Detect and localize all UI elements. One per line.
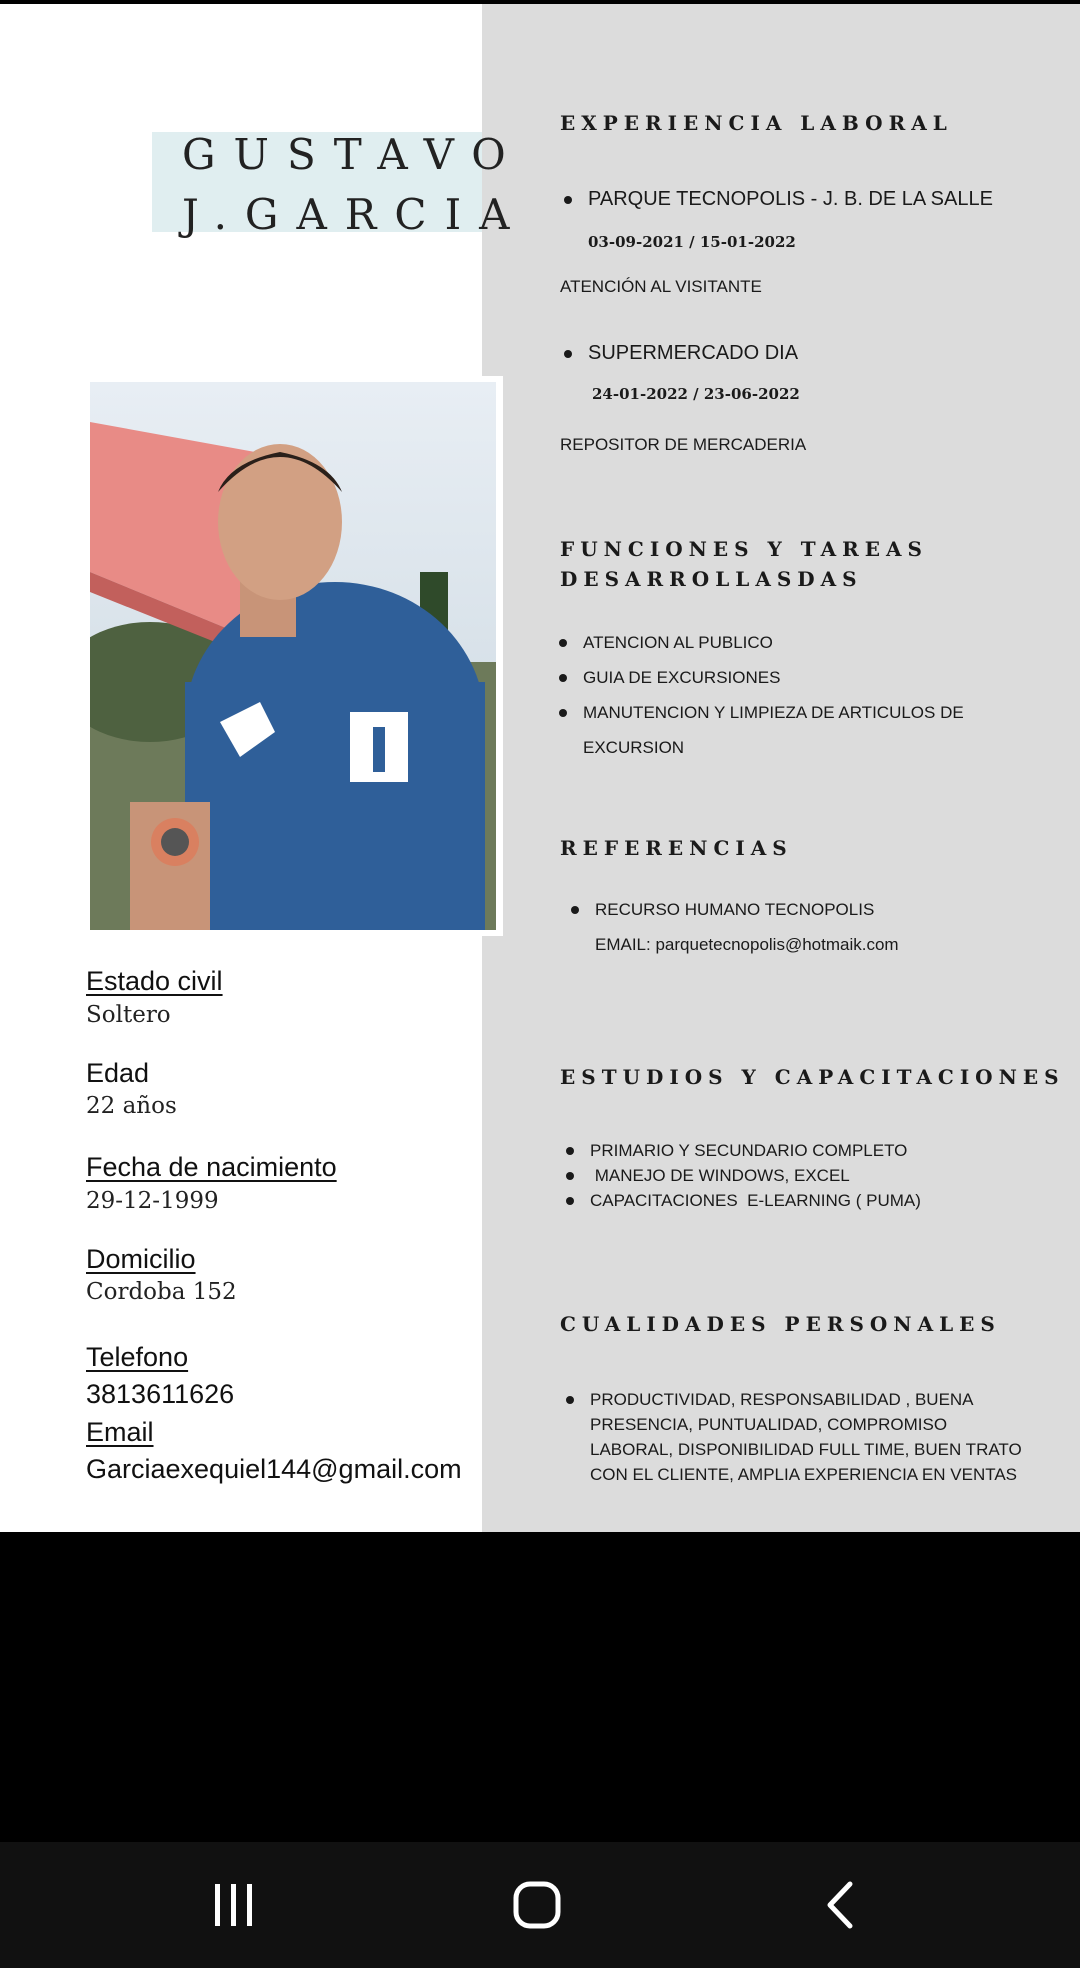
estudios-item-1: PRIMARIO Y SECUNDARIO COMPLETO [590, 1141, 908, 1160]
email-value: Garciaexequiel144@gmail.com [86, 1454, 462, 1484]
cualidades-line-1: PRODUCTIVIDAD, RESPONSABILIDAD , BUENA [590, 1390, 974, 1409]
job-2-role: REPOSITOR DE MERCADERIA [560, 435, 807, 454]
estudios-item-3: CAPACITACIONES E-LEARNING ( PUMA) [590, 1191, 921, 1210]
cualidades-line-4: CON EL CLIENTE, AMPLIA EXPERIENCIA EN VENTAS [590, 1465, 1018, 1484]
estudios-item-2: MANEJO DE WINDOWS, EXCEL [590, 1166, 850, 1185]
job-1-role: ATENCIÓN AL VISITANTE [560, 277, 762, 296]
referencias-heading: REFERENCIAS [560, 836, 793, 860]
funciones-item-3-cont: EXCURSION [583, 738, 685, 757]
job-2-dates: 24-01-2022 / 23-06-2022 [592, 385, 800, 403]
telefono-value: 3813611626 [86, 1379, 235, 1409]
resume-document [0, 4, 1080, 1532]
nacimiento-value: 29-12-1999 [86, 1188, 219, 1214]
funciones-item-1: ATENCION AL PUBLICO [583, 633, 773, 652]
estado-civil-value: Soltero [86, 1002, 171, 1028]
funciones-item-2: GUIA DE EXCURSIONES [583, 668, 781, 687]
referencia-email: EMAIL: parquetecnopolis@hotmaik.com [595, 935, 899, 954]
cualidades-line-2: PRESENCIA, PUNTUALIDAD, COMPROMISO [590, 1415, 948, 1434]
funciones-heading-line1: FUNCIONES Y TAREAS [560, 537, 928, 561]
back-button[interactable] [780, 1842, 900, 1968]
funciones-heading-line2: DESARROLLASDAS [560, 567, 863, 591]
telefono-label: Telefono [86, 1342, 189, 1372]
domicilio-value: Cordoba 152 [86, 1279, 237, 1305]
edad-value: 22 años [86, 1093, 177, 1119]
funciones-item-3: MANUTENCION Y LIMPIEZA DE ARTICULOS DE [583, 703, 964, 722]
estudios-heading: ESTUDIOS Y CAPACITACIONES [560, 1065, 1065, 1089]
edad-label: Edad [86, 1058, 150, 1088]
estado-civil-label: Estado civil [86, 966, 223, 996]
profile-photo [90, 382, 496, 930]
job-1-company: PARQUE TECNOPOLIS - J. B. DE LA SALLE [588, 188, 993, 210]
android-navigation-bar [0, 1842, 1080, 1968]
job-2-company: SUPERMERCADO DIA [588, 342, 799, 364]
back-icon [820, 1880, 860, 1930]
last-name: J.GARCIA [182, 190, 528, 239]
cualidades-line-3: LABORAL, DISPONIBILIDAD FULL TIME, BUEN TRATO [590, 1440, 1022, 1459]
nacimiento-label: Fecha de nacimiento [86, 1152, 337, 1182]
email-label: Email [86, 1417, 154, 1447]
first-name: GUSTAVO [182, 130, 524, 179]
referencia-item: RECURSO HUMANO TECNOPOLIS [595, 900, 875, 919]
domicilio-label: Domicilio [86, 1244, 196, 1274]
cualidades-heading: CUALIDADES PERSONALES [560, 1312, 1001, 1336]
job-1-dates: 03-09-2021 / 15-01-2022 [588, 233, 796, 251]
home-button[interactable] [477, 1842, 597, 1968]
recent-apps-icon [211, 1882, 257, 1928]
recent-apps-button[interactable] [174, 1842, 294, 1968]
home-icon [512, 1880, 562, 1930]
experiencia-heading: EXPERIENCIA LABORAL [560, 111, 953, 135]
